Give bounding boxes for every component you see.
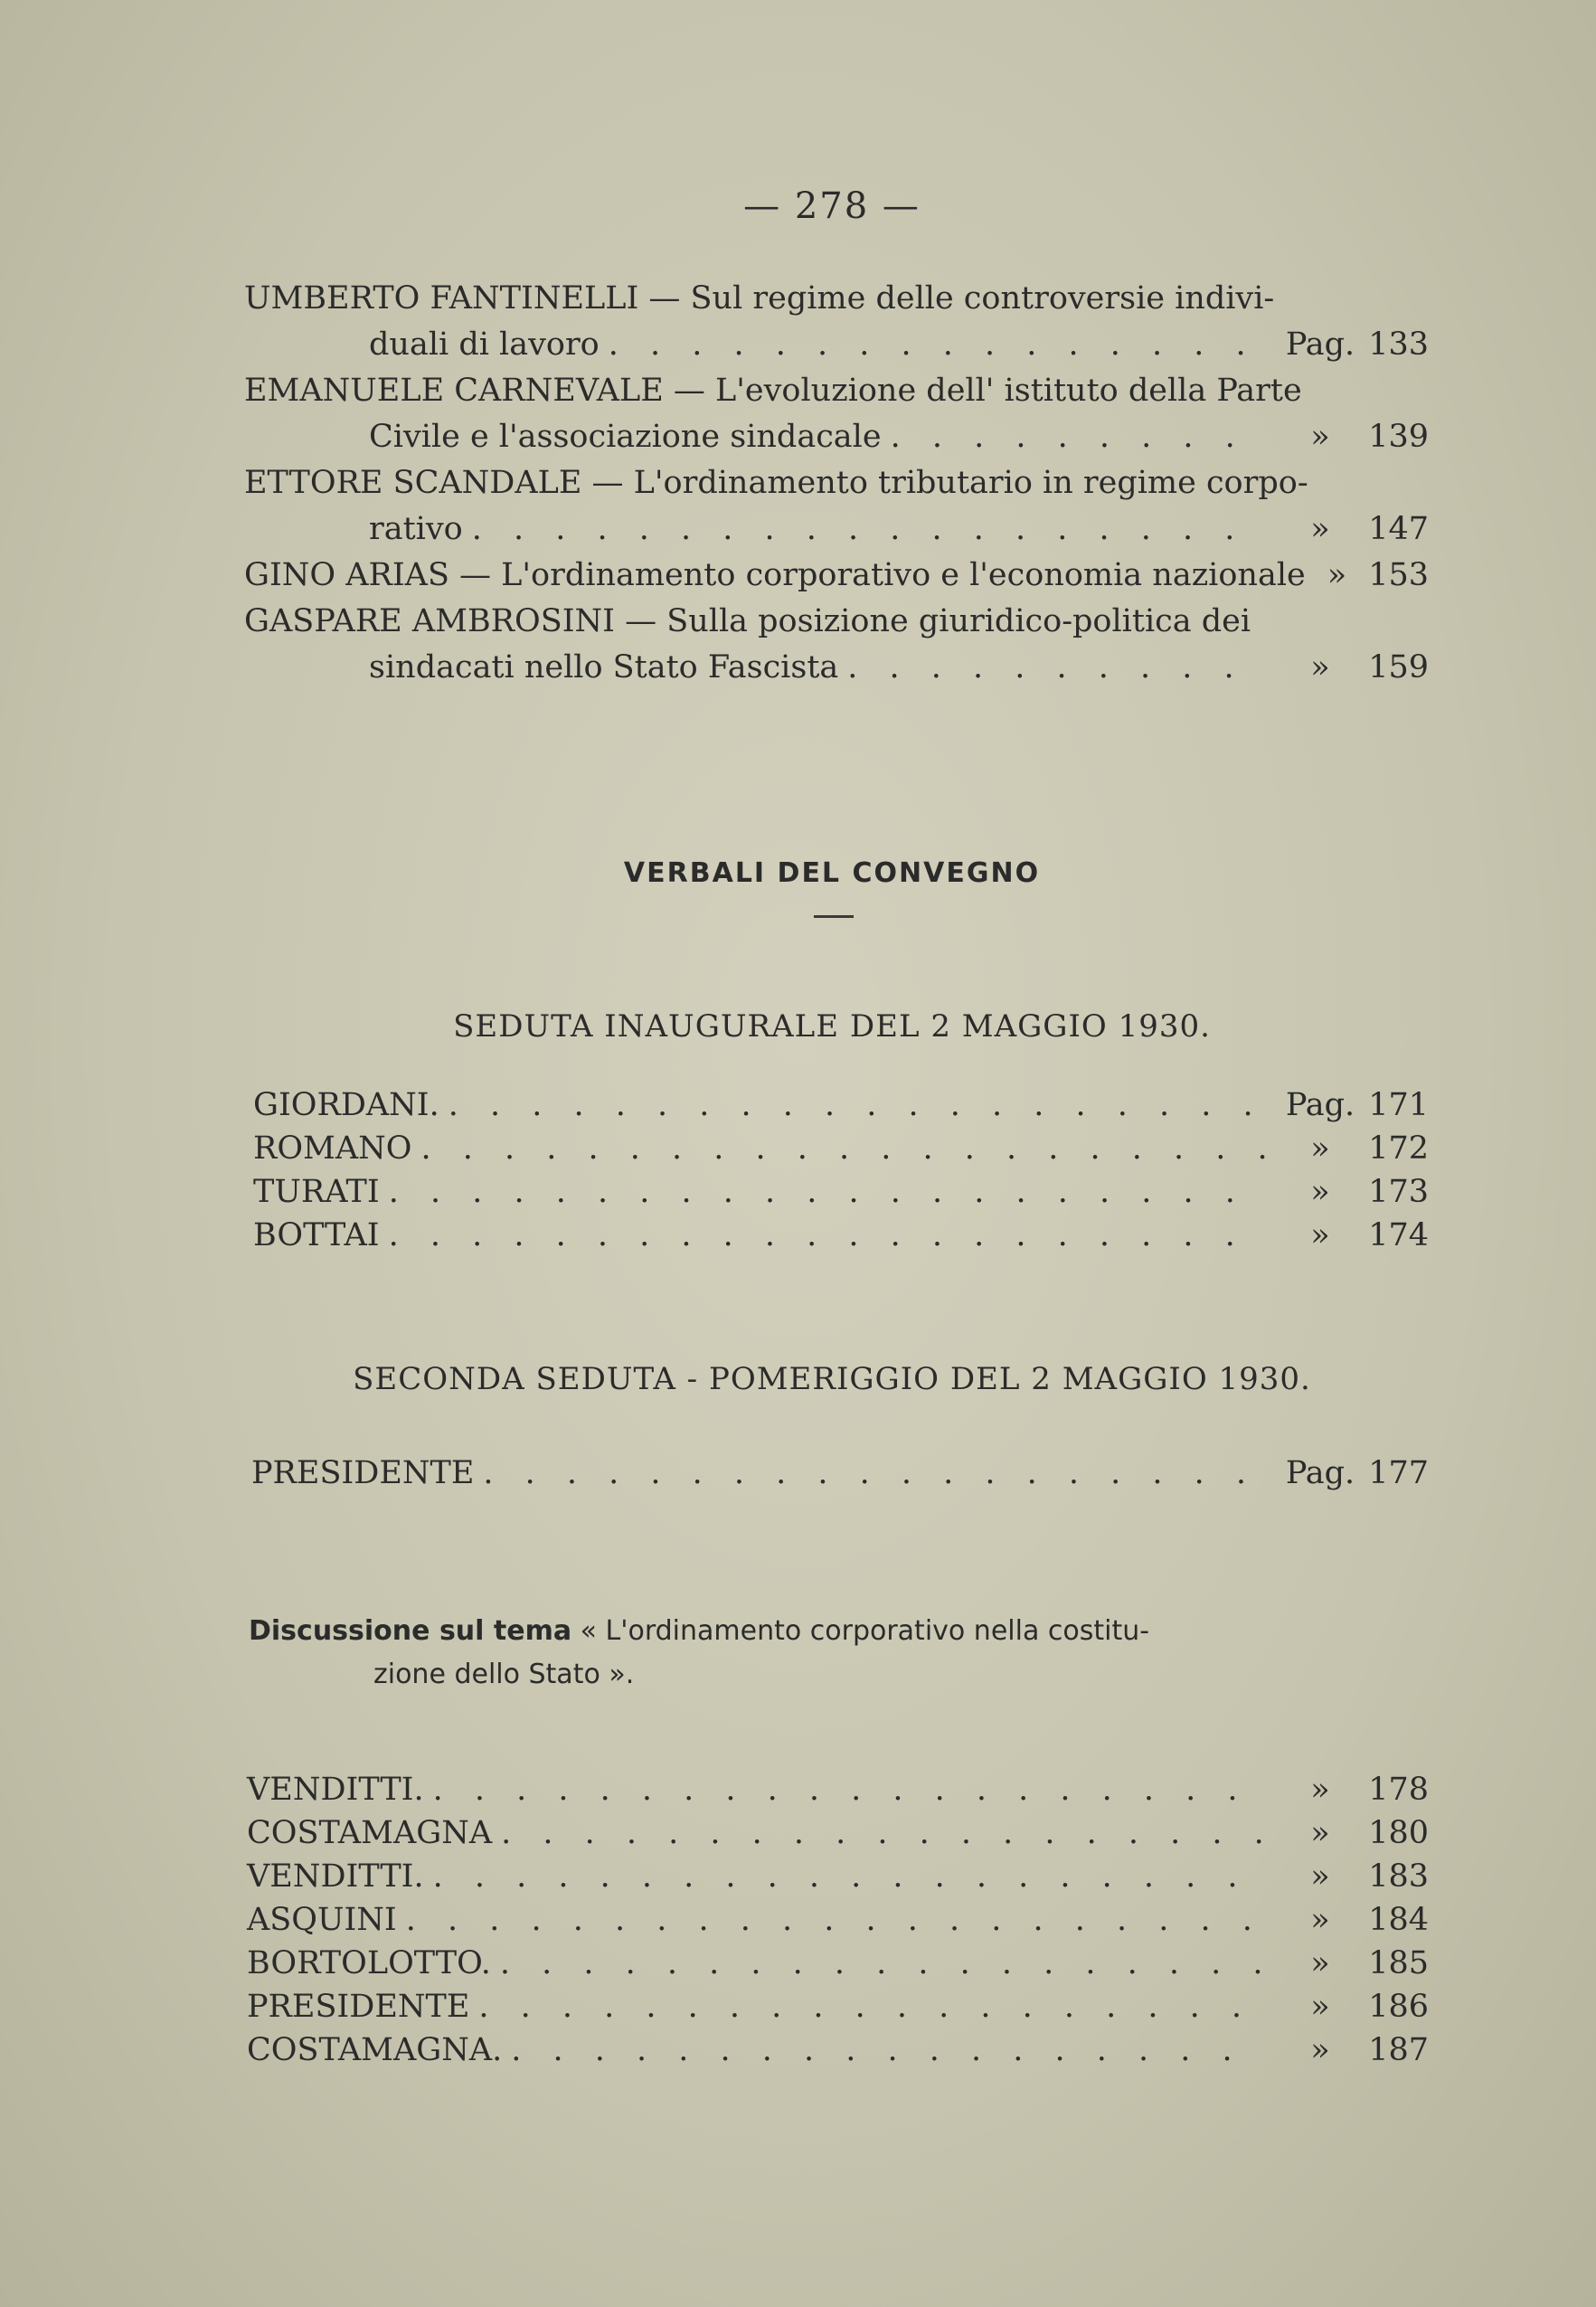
article-title: GASPARE AMBROSINI — Sulla posizione giuridico-politica dei bbox=[244, 603, 1251, 639]
dot-leader bbox=[501, 1811, 1266, 1855]
page-ref: 185 bbox=[1368, 1945, 1429, 1981]
page-ref: 153 bbox=[1368, 557, 1429, 593]
dot-leader bbox=[472, 506, 1266, 553]
article-entry bbox=[244, 368, 1429, 460]
session-list bbox=[251, 1451, 1429, 1495]
speaker-name: TURATI bbox=[253, 1174, 380, 1210]
page-label: » bbox=[1310, 1989, 1330, 2025]
speaker-name: ASQUINI bbox=[247, 1902, 397, 1938]
list-item bbox=[253, 1083, 1429, 1127]
session-title: SEDUTA INAUGURALE DEL 2 MAGGIO 1930. bbox=[453, 1008, 1211, 1045]
divider bbox=[814, 915, 854, 918]
page-label: » bbox=[1310, 1130, 1330, 1167]
discussion-topic-cont: zione dello Stato ». bbox=[373, 1659, 635, 1690]
article-title-cont: duali di lavoro bbox=[369, 326, 600, 363]
list-item bbox=[247, 1898, 1429, 1942]
dot-leader bbox=[609, 322, 1266, 368]
dot-leader bbox=[500, 1942, 1266, 1985]
page-ref: 173 bbox=[1368, 1174, 1429, 1210]
page-ref: 172 bbox=[1368, 1130, 1429, 1167]
article-title: GINO ARIAS — L'ordinamento corporativo e l'economia nazionale bbox=[244, 557, 1306, 593]
dot-leader bbox=[891, 414, 1266, 460]
dot-leader bbox=[478, 1985, 1266, 2028]
list-item bbox=[247, 1985, 1429, 2028]
list-item bbox=[247, 1855, 1429, 1898]
list-item bbox=[247, 2028, 1429, 2072]
speaker-name: PRESIDENTE bbox=[247, 1989, 470, 2025]
dot-leader bbox=[433, 1855, 1266, 1898]
article-title: ETTORE SCANDALE — L'ordinamento tributario in regime corpo- bbox=[244, 465, 1308, 501]
speaker-name: COSTAMAGNA bbox=[247, 1815, 493, 1851]
speaker-name: BOTTAI bbox=[253, 1217, 380, 1253]
page-ref: 180 bbox=[1368, 1815, 1429, 1851]
article-entry bbox=[244, 553, 1429, 599]
page-ref: 184 bbox=[1368, 1902, 1429, 1938]
page-ref: 183 bbox=[1368, 1858, 1429, 1895]
page-label: » bbox=[1310, 2032, 1330, 2068]
page-ref: 159 bbox=[1368, 649, 1429, 685]
speaker-name: GIORDANI. bbox=[253, 1087, 439, 1123]
page-label: » bbox=[1310, 1858, 1330, 1895]
section-title: VERBALI DEL CONVEGNO bbox=[623, 857, 1041, 889]
dot-leader bbox=[847, 645, 1266, 691]
list-item bbox=[247, 1811, 1429, 1855]
article-title-cont: rativo bbox=[369, 511, 463, 547]
article-entry bbox=[244, 460, 1429, 553]
list-item bbox=[247, 1942, 1429, 1985]
dot-leader bbox=[433, 1768, 1266, 1811]
page-ref: 139 bbox=[1368, 419, 1429, 455]
list-item bbox=[247, 1768, 1429, 1811]
list-item bbox=[253, 1170, 1429, 1214]
list-item bbox=[253, 1214, 1429, 1257]
page-ref: 171 bbox=[1368, 1087, 1429, 1123]
dot-leader bbox=[511, 2028, 1266, 2072]
page-label: Pag. bbox=[1285, 326, 1355, 363]
page-label: » bbox=[1310, 419, 1330, 455]
page-label: » bbox=[1310, 1174, 1330, 1210]
article-title: EMANUELE CARNEVALE — L'evoluzione dell' istituto della Parte bbox=[244, 373, 1302, 409]
page-ref: 133 bbox=[1368, 326, 1429, 363]
dot-leader bbox=[389, 1170, 1266, 1214]
article-entry bbox=[244, 276, 1429, 368]
page-label: » bbox=[1310, 511, 1330, 547]
dot-leader bbox=[483, 1451, 1266, 1495]
session-title: SECONDA SEDUTA - POMERIGGIO DEL 2 MAGGIO 1930. bbox=[353, 1361, 1311, 1397]
discussion-topic: « L'ordinamento corporativo nella costitu- bbox=[580, 1615, 1150, 1647]
page-label: Pag. bbox=[1285, 1455, 1355, 1491]
page-label: Pag. bbox=[1285, 1087, 1355, 1123]
page-label: » bbox=[1310, 1815, 1330, 1851]
dot-leader bbox=[420, 1127, 1266, 1170]
page-label: » bbox=[1310, 1902, 1330, 1938]
dot-leader bbox=[449, 1083, 1266, 1127]
article-entry bbox=[244, 599, 1429, 691]
page-number: — 278 — bbox=[743, 185, 921, 227]
page-label: » bbox=[1310, 1772, 1330, 1808]
list-item bbox=[251, 1451, 1429, 1495]
page-ref: 187 bbox=[1368, 2032, 1429, 2068]
page-label: » bbox=[1310, 649, 1330, 685]
page-ref: 178 bbox=[1368, 1772, 1429, 1808]
dot-leader bbox=[389, 1214, 1266, 1257]
article-title: UMBERTO FANTINELLI — Sul regime delle controversie indivi- bbox=[244, 280, 1275, 317]
page-label: » bbox=[1310, 1945, 1330, 1981]
speaker-name: PRESIDENTE bbox=[251, 1455, 475, 1491]
discussion-label: Discussione sul tema bbox=[249, 1615, 572, 1647]
speaker-name: BORTOLOTTO. bbox=[247, 1945, 491, 1981]
speaker-name: ROMANO bbox=[253, 1130, 412, 1167]
page-ref: 186 bbox=[1368, 1989, 1429, 2025]
articles-list bbox=[244, 276, 1429, 691]
discussion-heading bbox=[249, 1610, 1270, 1697]
page-label: » bbox=[1327, 557, 1347, 593]
article-title-cont: Civile e l'associazione sindacale bbox=[369, 419, 882, 455]
session-list bbox=[253, 1083, 1429, 1257]
speaker-name: VENDITTI. bbox=[247, 1772, 424, 1808]
discussion-list bbox=[247, 1768, 1429, 2072]
list-item bbox=[253, 1127, 1429, 1170]
speaker-name: COSTAMAGNA. bbox=[247, 2032, 503, 2068]
dot-leader bbox=[406, 1898, 1266, 1942]
page-ref: 174 bbox=[1368, 1217, 1429, 1253]
page-ref: 177 bbox=[1368, 1455, 1429, 1491]
speaker-name: VENDITTI. bbox=[247, 1858, 424, 1895]
article-title-cont: sindacati nello Stato Fascista bbox=[369, 649, 839, 685]
page-ref: 147 bbox=[1368, 511, 1429, 547]
page-label: » bbox=[1310, 1217, 1330, 1253]
